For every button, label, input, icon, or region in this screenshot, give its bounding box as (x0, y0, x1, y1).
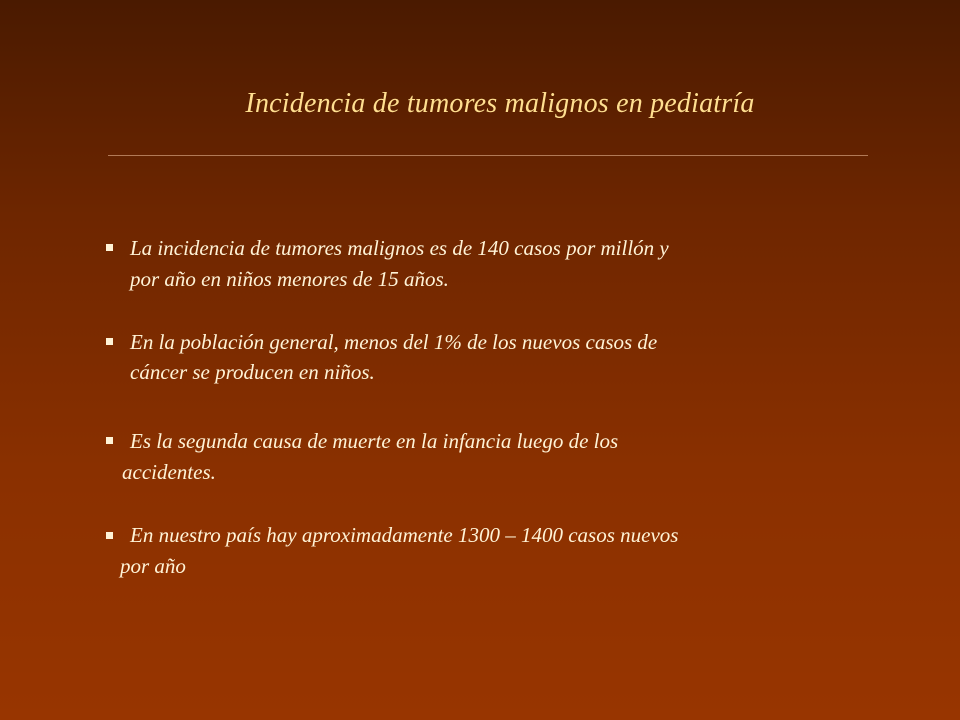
bullet-text-line-2: cáncer se producen en niños. (130, 360, 375, 384)
slide-title: Incidencia de tumores malignos en pediatría (245, 88, 755, 119)
bullet-text-line-2: por año en niños menores de 15 años. (130, 267, 449, 291)
bullet-text-line-1: Es la segunda causa de muerte en la infancia luego de los (130, 429, 619, 453)
square-bullet-icon (106, 244, 113, 251)
square-bullet-icon (106, 532, 113, 539)
bullet-text-line-1: En nuestro país hay aproximadamente 1300 – 1400 casos nuevos (130, 523, 679, 547)
bullet-text-line-2: por año (120, 554, 186, 578)
bullet-text-line-2: accidentes. (122, 460, 216, 484)
square-bullet-icon (106, 437, 113, 444)
bullet-text-line-1: La incidencia de tumores malignos es de 140 casos por millón y (130, 236, 669, 260)
square-bullet-icon (106, 338, 113, 345)
bullet-text-line-1: En la población general, menos del 1% de los nuevos casos de (130, 330, 658, 354)
